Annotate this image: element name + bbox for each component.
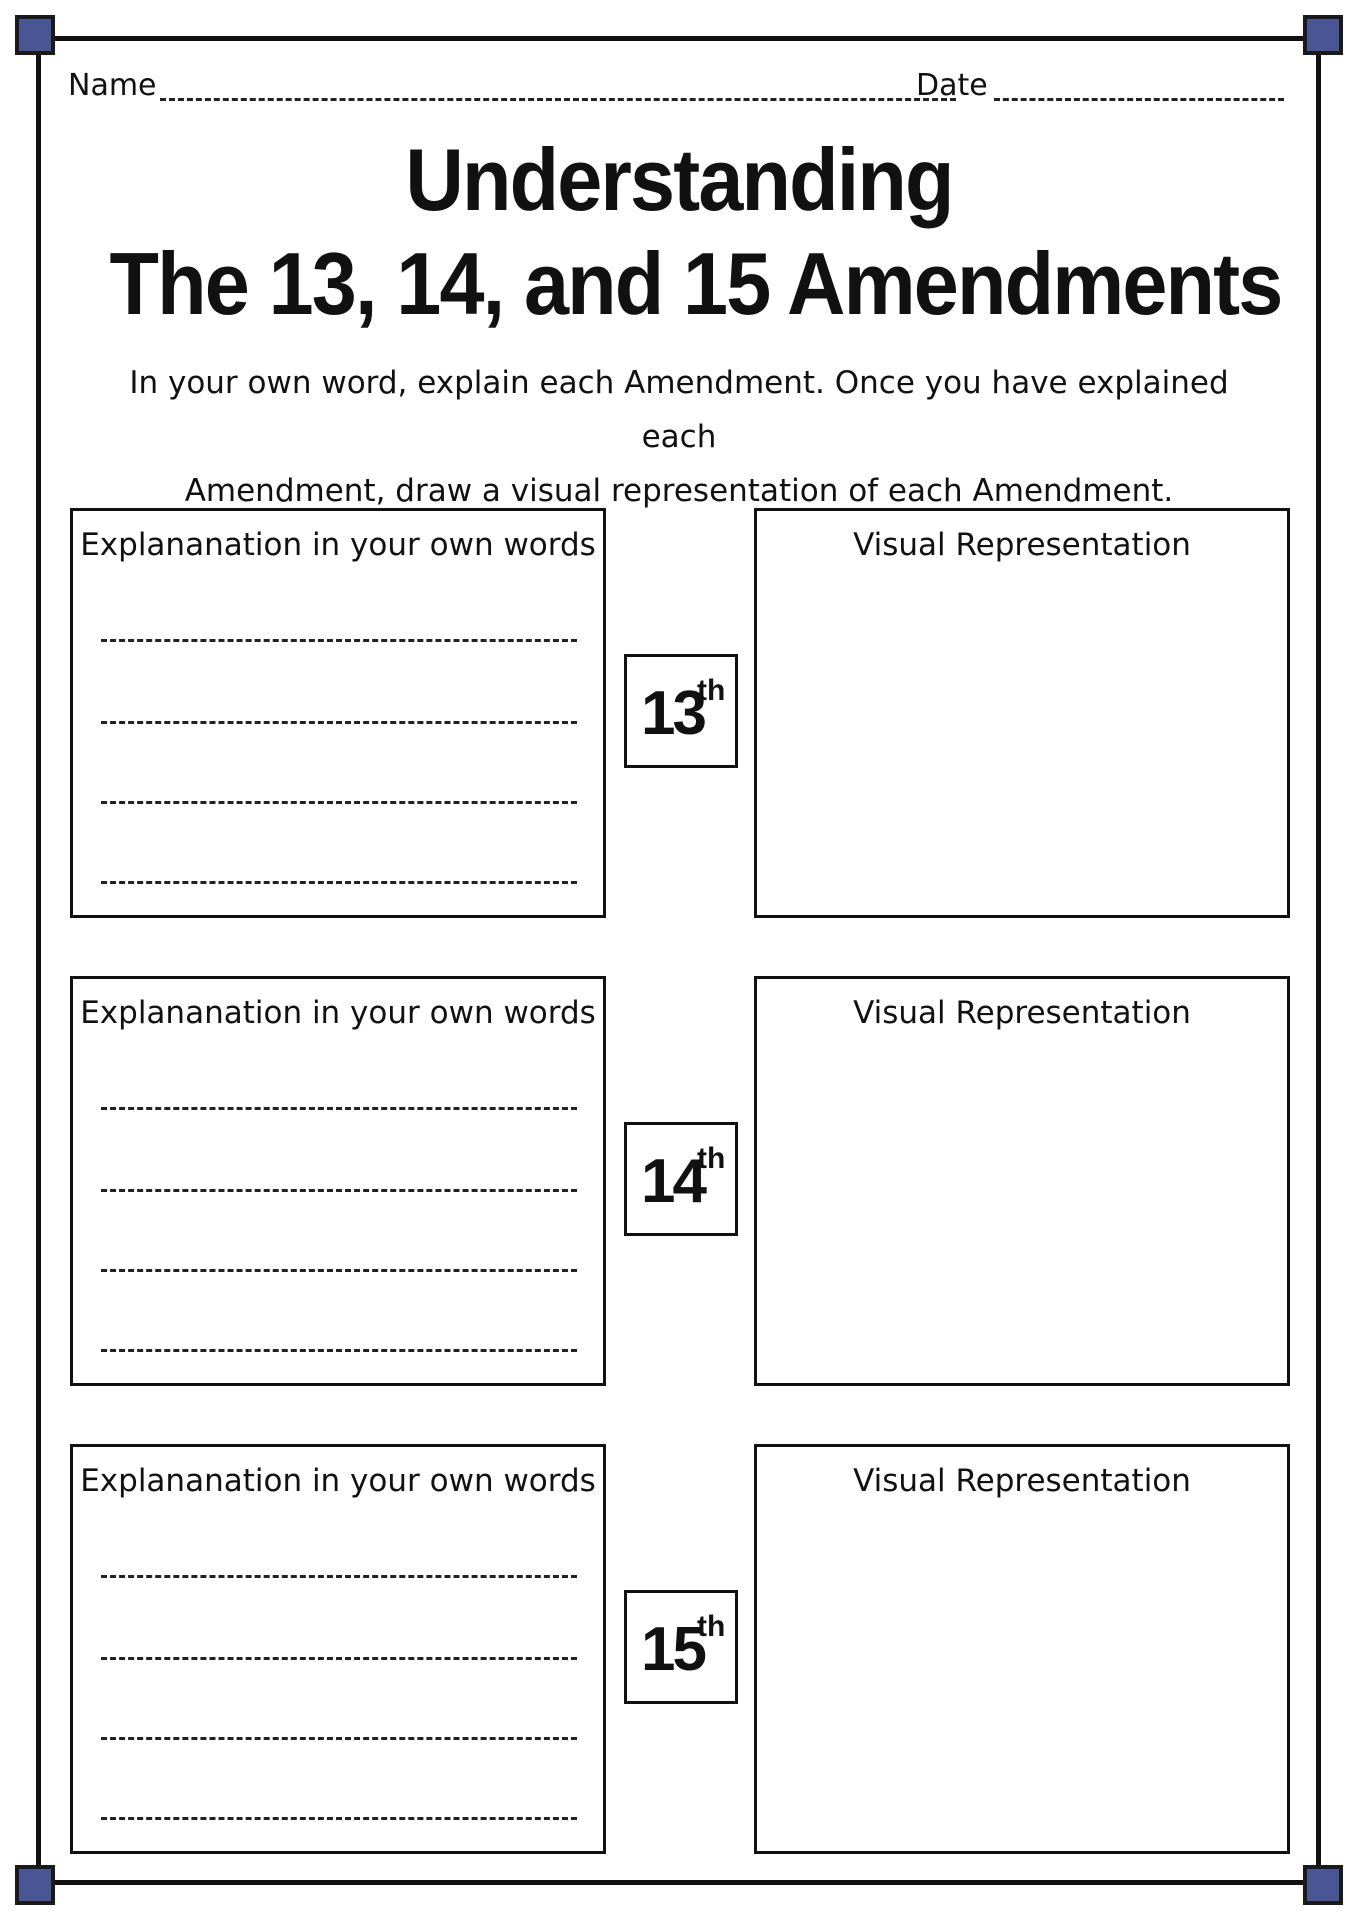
writing-line[interactable] (101, 801, 577, 804)
writing-line[interactable] (101, 1737, 577, 1740)
name-field[interactable] (160, 98, 956, 101)
explanation-box-title: Explananation in your own words (80, 1463, 596, 1499)
visual-representation-box[interactable] (754, 1444, 1290, 1854)
visual-representation-box[interactable] (754, 508, 1290, 918)
writing-line[interactable] (101, 1269, 577, 1272)
visual-box-title: Visual Representation (853, 995, 1191, 1031)
instructions-line-2: Amendment, draw a visual representation of each Amendment. (184, 473, 1174, 509)
amendment-number-badge (624, 654, 738, 768)
name-label: Name (68, 68, 157, 103)
amendment-number: 14 (641, 1147, 704, 1216)
visual-box-title: Visual Representation (853, 527, 1191, 563)
explanation-box[interactable] (70, 508, 606, 918)
corner-square-bottom-left (15, 1865, 55, 1905)
explanation-box[interactable] (70, 1444, 606, 1854)
writing-line[interactable] (101, 639, 577, 642)
writing-line[interactable] (101, 1189, 577, 1192)
name-date-row (68, 66, 1288, 110)
writing-line[interactable] (101, 1107, 577, 1110)
writing-line[interactable] (101, 1575, 577, 1578)
amendment-number-badge (624, 1590, 738, 1704)
corner-square-top-right (1303, 15, 1343, 55)
visual-box-title: Visual Representation (853, 1463, 1191, 1499)
date-field[interactable] (994, 98, 1284, 101)
date-label: Date (916, 68, 988, 103)
corner-square-top-left (15, 15, 55, 55)
amendment-ordinal-suffix: th (697, 674, 726, 707)
title-line-2: The 13, 14, and 15 Amendments (109, 234, 1282, 333)
writing-line[interactable] (101, 1349, 577, 1352)
explanation-box-title: Explananation in your own words (80, 527, 596, 563)
writing-line[interactable] (101, 721, 577, 724)
writing-line[interactable] (101, 881, 577, 884)
amendment-ordinal-suffix: th (697, 1610, 726, 1643)
amendment-number-badge (624, 1122, 738, 1236)
instructions (120, 356, 1238, 518)
writing-line[interactable] (101, 1657, 577, 1660)
explanation-box-title: Explananation in your own words (80, 995, 596, 1031)
writing-line[interactable] (101, 1817, 577, 1820)
title-line-1: Understanding (405, 130, 953, 229)
amendment-ordinal-suffix: th (697, 1142, 726, 1175)
visual-representation-box[interactable] (754, 976, 1290, 1386)
instructions-line-1: In your own word, explain each Amendment. Once you have explained each (129, 365, 1229, 455)
amendment-section-14 (70, 976, 1292, 1386)
amendment-number: 15 (641, 1615, 704, 1684)
amendment-section-13 (70, 508, 1292, 918)
amendment-number: 13 (641, 679, 704, 748)
explanation-box[interactable] (70, 976, 606, 1386)
corner-square-bottom-right (1303, 1865, 1343, 1905)
amendment-section-15 (70, 1444, 1292, 1854)
page-title (109, 128, 1282, 336)
